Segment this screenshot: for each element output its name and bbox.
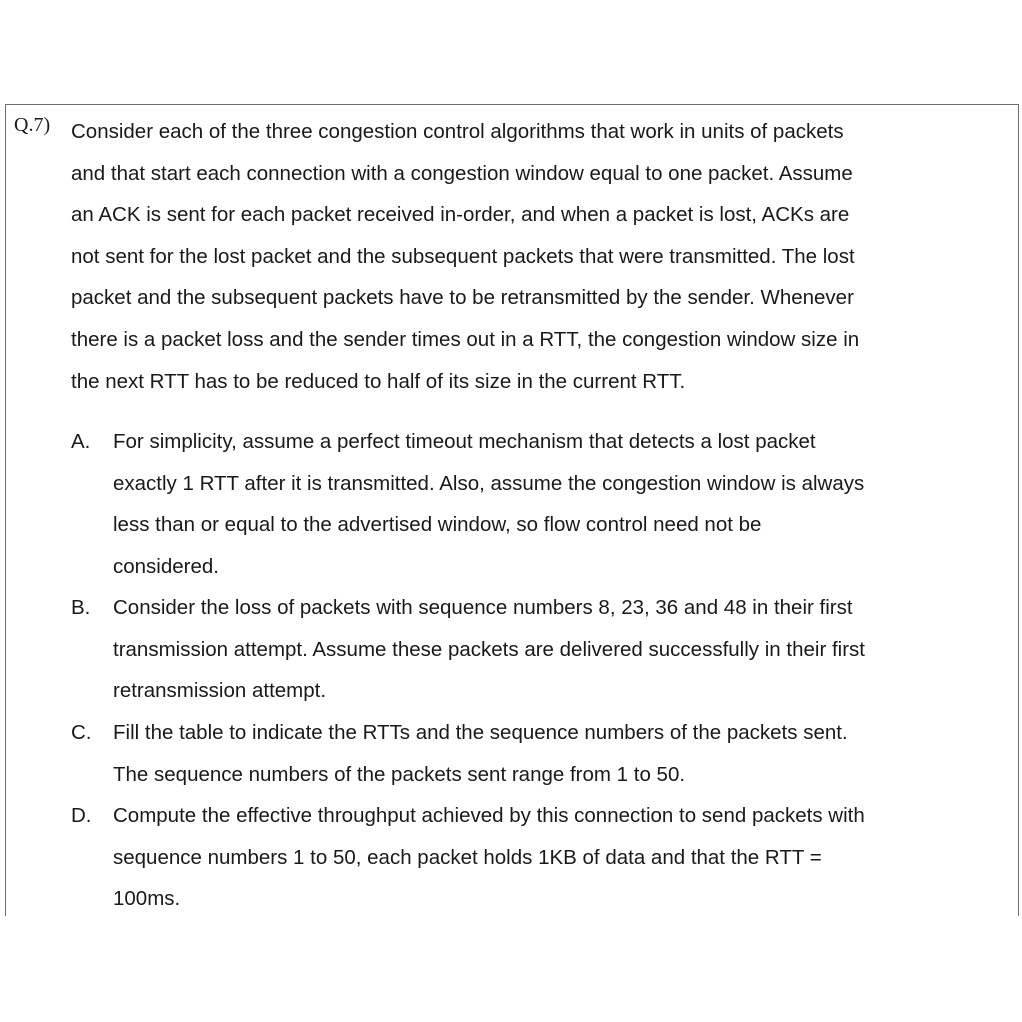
- item-line: sequence numbers 1 to 50, each packet holds 1KB of data and that the RTT =: [113, 845, 822, 869]
- intro-line: the next RTT has to be reduced to half of its size in the current RTT.: [71, 369, 686, 393]
- item-line: Compute the effective throughput achieved by this connection to send packets with: [113, 804, 865, 827]
- item-line: Consider the loss of packets with sequence numbers 8, 23, 36 and 48 in their first: [113, 596, 853, 619]
- intro-line: not sent for the lost packet and the subsequent packets that were transmitted. The lost: [71, 244, 855, 268]
- item-line: Fill the table to indicate the RTTs and the sequence numbers of the packets sent.: [113, 721, 848, 744]
- item-line: considered.: [113, 554, 219, 578]
- intro-line: packet and the subsequent packets have to be retransmitted by the sender. Whenever: [71, 286, 854, 310]
- intro-line: an ACK is sent for each packet received in-order, and when a packet is lost, ACKs are: [71, 203, 850, 227]
- item-letter: C.: [71, 721, 92, 744]
- intro-line: there is a packet loss and the sender times out in a RTT, the congestion window size in: [71, 327, 860, 351]
- item-line: exactly 1 RTT after it is transmitted. Also, assume the congestion window is always: [113, 471, 865, 495]
- intro-line: Consider each of the three congestion control algorithms that work in units of packets: [71, 120, 844, 143]
- question-number: Q.7): [14, 114, 51, 136]
- item-line: The sequence numbers of the packets sent range from 1 to 50.: [113, 762, 686, 786]
- item-line: For simplicity, assume a perfect timeout mechanism that detects a lost packet: [113, 430, 816, 453]
- item-text: [113, 712, 848, 795]
- question-intro: [71, 111, 1011, 402]
- item-line: retransmission attempt.: [113, 679, 327, 703]
- item-letter: A.: [71, 430, 91, 453]
- item-letter: D.: [71, 804, 92, 827]
- item-line: less than or equal to the advertised window, so flow control need not be: [113, 513, 762, 537]
- item-line: transmission attempt. Assume these packets are delivered successfully in their first: [113, 637, 865, 661]
- item-line: 100ms.: [113, 887, 181, 911]
- intro-line: and that start each connection with a congestion window equal to one packet. Assume: [71, 161, 853, 185]
- item-text: [113, 421, 864, 587]
- item-text: [113, 587, 865, 712]
- item-text: [113, 795, 865, 920]
- item-letter: B.: [71, 596, 91, 619]
